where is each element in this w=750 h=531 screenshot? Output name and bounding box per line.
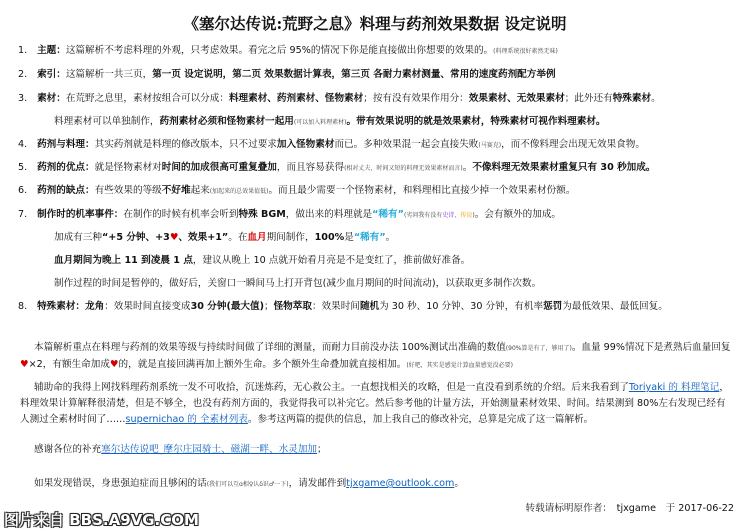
heart-icon: ♥ <box>109 359 119 370</box>
item-4: 4. 药剂与料理：其实药剂就是料理的修改版本，只不过要求加入怪物素材而已。多种效果混一起会直接失败(马赛克)，而不像料理会出现无效果食物。 <box>18 139 645 150</box>
email-link[interactable]: tjxgame@outlook.com <box>346 478 455 489</box>
item-7-tip: 制作过程的时间是暂停的，做好后，关窗口一瞬间马上打开背包(减少血月期间的时间流动)，以获取更多制作次数。 <box>54 278 542 289</box>
paragraph-measurement: 本篇解析重点在料理与药剂的效果等级与持续时间做了详细的测量，而耐力目前没办法 100%测试出准确的数值(90%算是有了，够用了)。血量 99%情况下是煮熟后血量回复♥×2，有额生命加成♥的，就是直接回满再加上额外生命。多个额外生命叠加就直接相加。(好吧，其实是感觉计算血量感觉没必要) <box>20 342 731 370</box>
item-5: 5. 药剂的优点：就是怪物素材对时间的加成很高可重复叠加，而且容易获得(相对丈夫，时间又短的料理无效果素材而言)。不像料理无效果素材重复只有 30 秒加成。 <box>18 162 656 173</box>
item-3-detail: 料理素材可以单独制作，药剂素材必须和怪物素材一起用(可以加入料理素材)。带有效果说明的就是效果素材，特殊素材可视作料理素材。 <box>54 116 606 127</box>
paragraph-background: 辅助命的我得上网找料理药剂系统一发不可收拾，沉迷炼药，无心救公主。一直想找相关的攻略，但是一直没看到系统的介绍。后来我看到了Toriyaki 的 料理笔记，料理效果计算解释很清楚，但是不够全，也没有药剂方面的，我觉得我可以补完它。然后参考他的计量方法，开始测量素材效果、时间。结果测到 80%左右发现已经有人测过全素材时间了……supernichao 的 全素材列表。参考这两篇的提供的信息，加上我自己的修改补完，总算是完成了这一篇解析。 <box>20 382 729 425</box>
signature: 转载请标明原作者： tjxgame 于 2017-06-22 <box>525 503 734 514</box>
page-title: 《塞尔达传说:荒野之息》料理与药剂效果数据 设定说明 <box>183 14 567 33</box>
paragraph-contact: 如果发现错误，身患强迫症而且够闲的话(我们可以互ɑ相♀认δ识♂一下)，请发邮件到tjxgame@outlook.com。 <box>34 478 464 489</box>
watermark: 图片来自 BBS.A9VG.COM <box>4 511 199 529</box>
item-7: 7. 制作时的机率事件：在制作的时候有机率会听到特殊 BGM，做出来的料理就是“稀有”(劣问我有没有史诗、传说)。会有额外的加成。 <box>18 209 562 220</box>
link-tieba-contributors[interactable]: 塞尔达传说吧_摩尔庄园骑士、磁湖一畔、水灵加加 <box>101 444 318 455</box>
item-7-bloodmoon: 血月期间为晚上 11 到凌晨 1 点，建议从晚上 10 点就开始看月亮是不是变红了，推前做好准备。 <box>54 255 471 266</box>
heart-icon: ♥ <box>20 359 29 370</box>
item-6: 6. 药剂的缺点：有些效果的等级不好堆起来(加起来的总效果值低)。而且最少需要一个怪物素材，和料理相比直接少掉一个效果素材份额。 <box>18 185 576 196</box>
item-1: 1. 主题：这篇解析不考虑料理的外观，只考虑效果。看完之后 95%的情况下你是能直接做出你想要的效果的。(料理系统很好素然无味) <box>18 45 558 56</box>
heart-icon: ♥ <box>169 232 179 243</box>
item-3: 3. 素材：在荒野之息里，素材按组合可以分成：料理素材、药剂素材、怪物素材；按有没有效果作用分：效果素材、无效果素材；此外还有特殊素材。 <box>18 93 661 104</box>
item-7-bonus: 加成有三种“+5 分钟、+3♥、效果+1”。在血月期间制作，100%是“稀有”。 <box>54 232 396 243</box>
link-supernichao-list[interactable]: supernichao 的 全素材列表 <box>125 414 248 425</box>
paragraph-thanks: 感谢各位的补充塞尔达传说吧_摩尔庄园骑士、磁湖一畔、水灵加加； <box>34 444 327 455</box>
item-2: 2. 索引：这篇解析一共三页，第一页 设定说明，第二页 效果数据计算表，第三页 各耐力素材测量、常用的速度药剂配方举例 <box>18 69 556 80</box>
link-toriyaki-notes[interactable]: Toriyaki 的 料理笔记 <box>628 382 720 393</box>
item-8: 8. 特殊素材：龙角：效果时间直接变成30 分钟(最大值)；怪物萃取：效果时间随机为 30 秒、10 分钟、30 分钟，有机率惩罚为最低效果、最低回复。 <box>18 301 668 312</box>
